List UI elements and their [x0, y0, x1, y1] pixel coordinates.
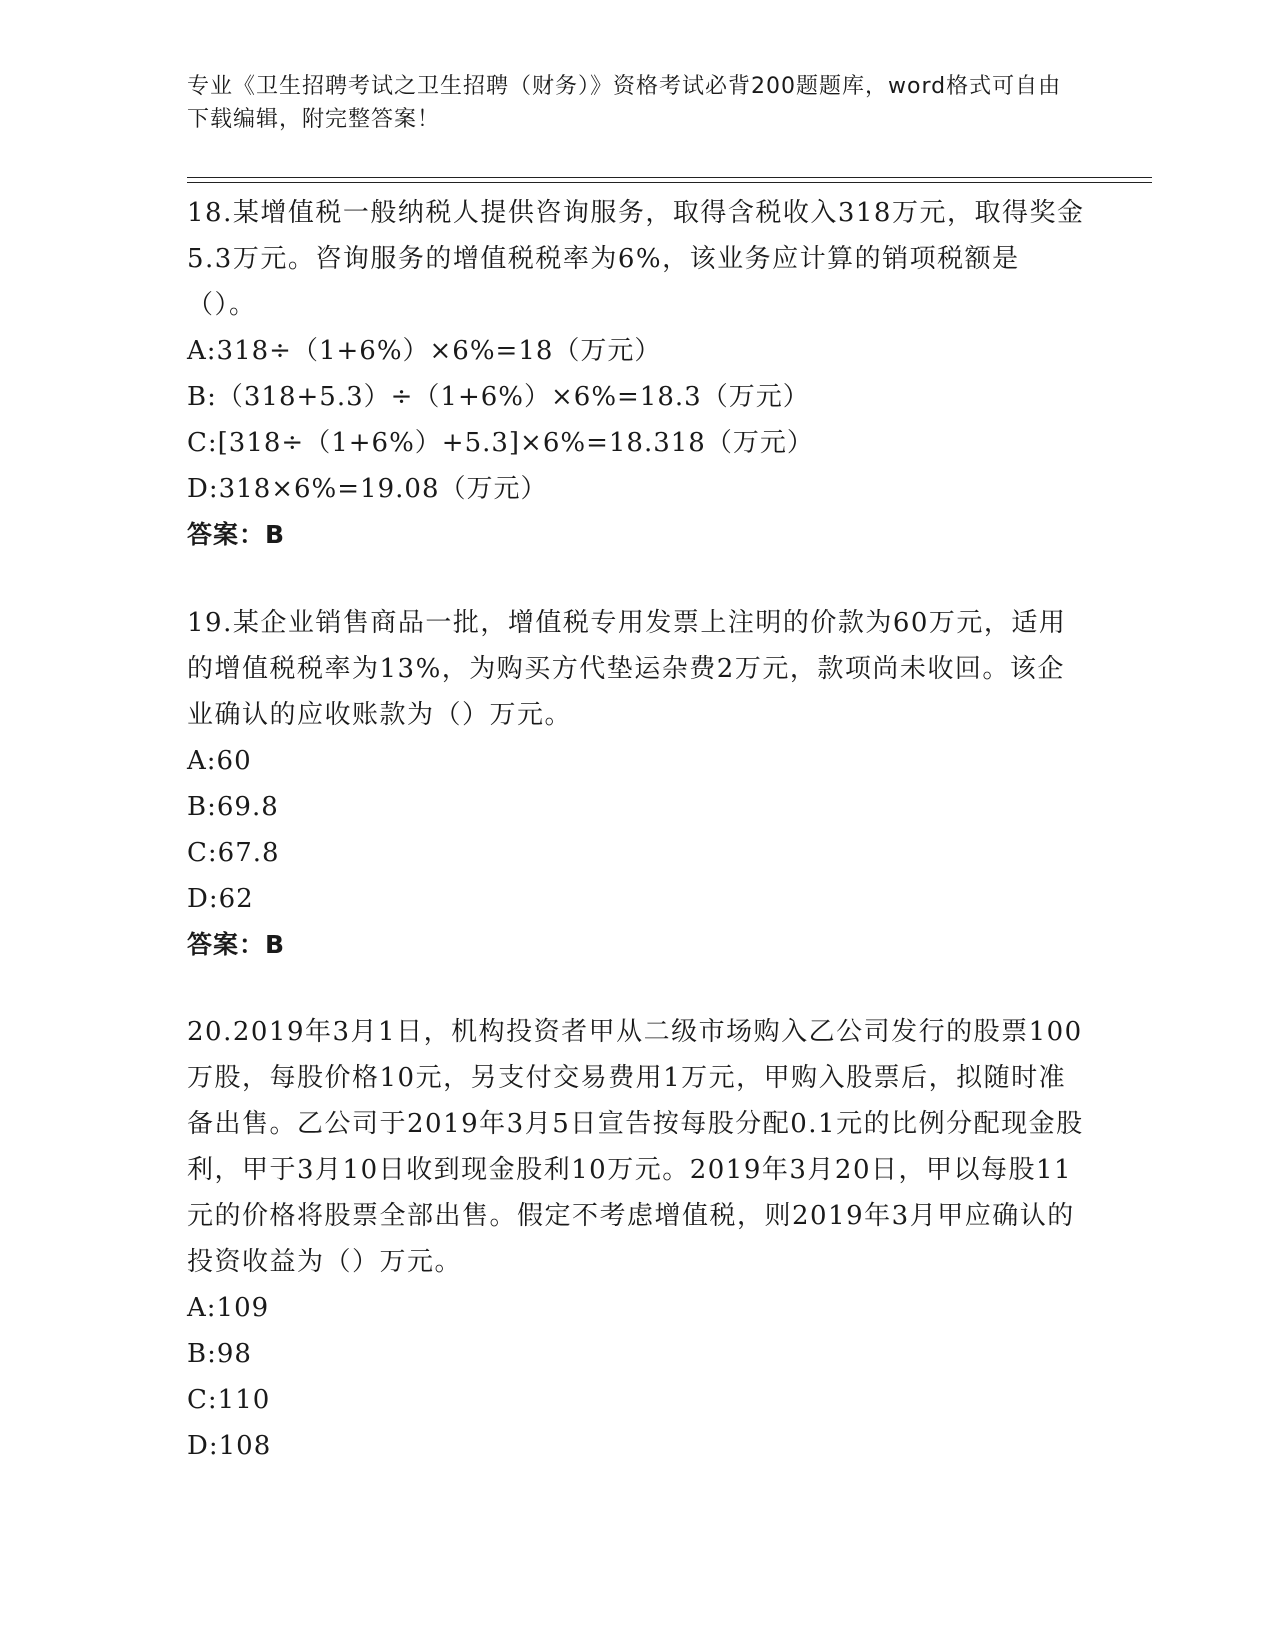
option-c: C:67.8	[187, 838, 280, 868]
question-block	[187, 600, 1087, 968]
answer-line: 答案：B	[187, 520, 286, 549]
document-header: 专业《卫生招聘考试之卫生招聘（财务）》资格考试必背200题题库，word格式可自由下载编辑，附完整答案！	[187, 74, 1062, 132]
answer-line: 答案：B	[187, 930, 286, 959]
option-b: B:98	[187, 1339, 252, 1369]
option-b: B:（318+5.3）÷（1+6%）×6%=18.3（万元）	[187, 382, 810, 412]
option-a: A:318÷（1+6%）×6%=18（万元）	[187, 336, 662, 366]
option-d: D:108	[187, 1431, 272, 1461]
question-block	[187, 190, 1087, 558]
option-a: A:109	[187, 1293, 270, 1323]
header-divider-secondary	[187, 182, 1152, 183]
question-block	[187, 1009, 1087, 1469]
option-a: A:60	[187, 746, 252, 776]
question-stem: 20.2019年3月1日，机构投资者甲从二级市场购入乙公司发行的股票100万股，每股价格10元，另支付交易费用1万元，甲购入股票后，拟随时准备出售。乙公司于2019年3月5日宣告按每股分配0.1元的比例分配现金股利，甲于3月10日收到现金股利10万元。2019年3月20日，甲以每股11元的价格将股票全部出售。假定不考虑增值税，则2019年3月甲应确认的投资收益为（）万元。	[187, 1017, 1084, 1277]
question-stem: 18.某增值税一般纳税人提供咨询服务，取得含税收入318万元，取得奖金5.3万元。咨询服务的增值税税率为6%，该业务应计算的销项税额是（）。	[187, 198, 1085, 320]
option-c: C:[318÷（1+6%）+5.3]×6%=18.318（万元）	[187, 428, 814, 458]
option-d: D:62	[187, 884, 254, 914]
option-c: C:110	[187, 1385, 271, 1415]
question-stem: 19.某企业销售商品一批，增值税专用发票上注明的价款为60万元，适用的增值税税率为13%，为购买方代垫运杂费2万元，款项尚未收回。该企业确认的应收账款为（）万元。	[187, 608, 1067, 730]
option-b: B:69.8	[187, 792, 279, 822]
header-divider	[187, 177, 1152, 178]
option-d: D:318×6%=19.08（万元）	[187, 474, 548, 504]
